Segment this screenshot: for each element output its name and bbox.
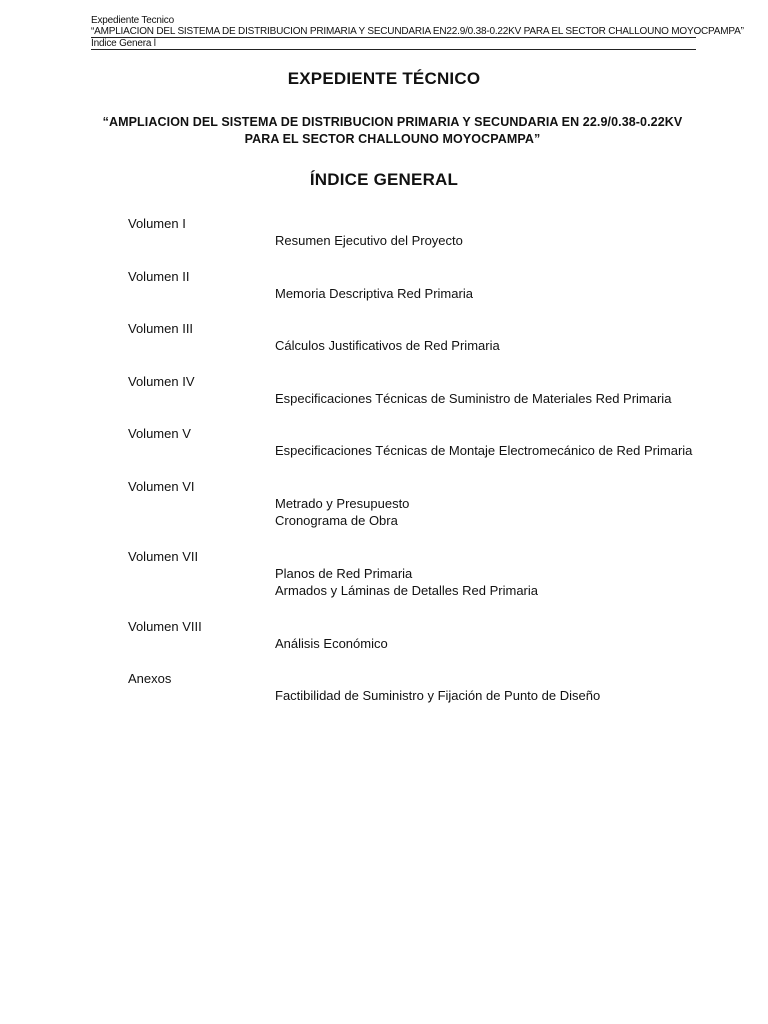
header-section-name: Índice Genera l bbox=[91, 38, 696, 50]
header-project-title: “AMPLIACION DEL SISTEMA DE DISTRIBUCION PRIMARIA Y SECUNDARIA EN22.9/0.38-0.22KV PARA EL SECTOR CHALLOUNO MOYOCPAMPA” bbox=[91, 26, 744, 37]
volume-contents bbox=[275, 390, 696, 408]
volume-entry bbox=[128, 373, 696, 408]
volume-content-item: Memoria Descriptiva Red Primaria bbox=[275, 285, 473, 301]
volume-content-item: Cronograma de Obra bbox=[275, 513, 398, 528]
volume-name: Volumen V bbox=[128, 426, 191, 441]
volume-entry bbox=[128, 425, 696, 460]
volume-entry bbox=[128, 268, 696, 303]
volume-contents bbox=[275, 495, 696, 530]
volume-content-item: Armados y Láminas de Detalles Red Primaria bbox=[275, 583, 538, 598]
volume-name: Volumen IV bbox=[128, 373, 195, 389]
volume-name: Volumen VIII bbox=[128, 618, 202, 634]
volume-contents bbox=[275, 232, 696, 250]
project-title-line-2: PARA EL SECTOR CHALLOUNO MOYOCPAMPA” bbox=[244, 132, 541, 146]
volume-entry bbox=[128, 670, 696, 705]
volume-contents bbox=[275, 687, 696, 705]
volume-entry bbox=[128, 478, 696, 530]
volume-contents bbox=[275, 337, 696, 355]
header-document-type: Expediente Tecnico bbox=[91, 15, 174, 26]
volume-content-item: Especificaciones Técnicas de Montaje Electromecánico de Red Primaria bbox=[275, 443, 693, 458]
project-title-line-1: “AMPLIACION DEL SISTEMA DE DISTRIBUCION PRIMARIA Y SECUNDARIA EN 22.9/0.38-0.22KV bbox=[102, 115, 683, 129]
volume-content-item: Factibilidad de Suministro y Fijación de Punto de Diseño bbox=[275, 688, 601, 703]
volume-entry bbox=[128, 215, 696, 250]
index-title: ÍNDICE GENERAL bbox=[309, 170, 459, 189]
volume-content-item: Planos de Red Primaria bbox=[275, 565, 413, 581]
volume-name: Volumen VI bbox=[128, 478, 195, 494]
project-title bbox=[90, 114, 695, 148]
volume-name: Volumen II bbox=[128, 268, 190, 284]
volume-list bbox=[128, 215, 696, 705]
volume-content-item: Resumen Ejecutivo del Proyecto bbox=[275, 233, 463, 248]
volume-name: Volumen I bbox=[128, 216, 186, 231]
document-title: EXPEDIENTE TÉCNICO bbox=[287, 69, 481, 88]
volume-contents bbox=[275, 285, 696, 303]
volume-content-item: Análisis Económico bbox=[275, 635, 388, 651]
volume-contents bbox=[275, 442, 696, 460]
volume-name: Volumen VII bbox=[128, 548, 199, 564]
volume-name: Volumen III bbox=[128, 321, 194, 336]
volume-content-item: Cálculos Justificativos de Red Primaria bbox=[275, 338, 500, 353]
volume-entry bbox=[128, 320, 696, 355]
page-header bbox=[91, 15, 744, 50]
volume-entry bbox=[128, 548, 696, 600]
volume-contents bbox=[275, 635, 696, 653]
volume-contents bbox=[275, 565, 696, 600]
volume-entry bbox=[128, 618, 696, 653]
volume-content-item: Especificaciones Técnicas de Suministro de Materiales Red Primaria bbox=[275, 390, 672, 406]
volume-content-item: Metrado y Presupuesto bbox=[275, 495, 410, 511]
volume-name: Anexos bbox=[128, 671, 172, 686]
